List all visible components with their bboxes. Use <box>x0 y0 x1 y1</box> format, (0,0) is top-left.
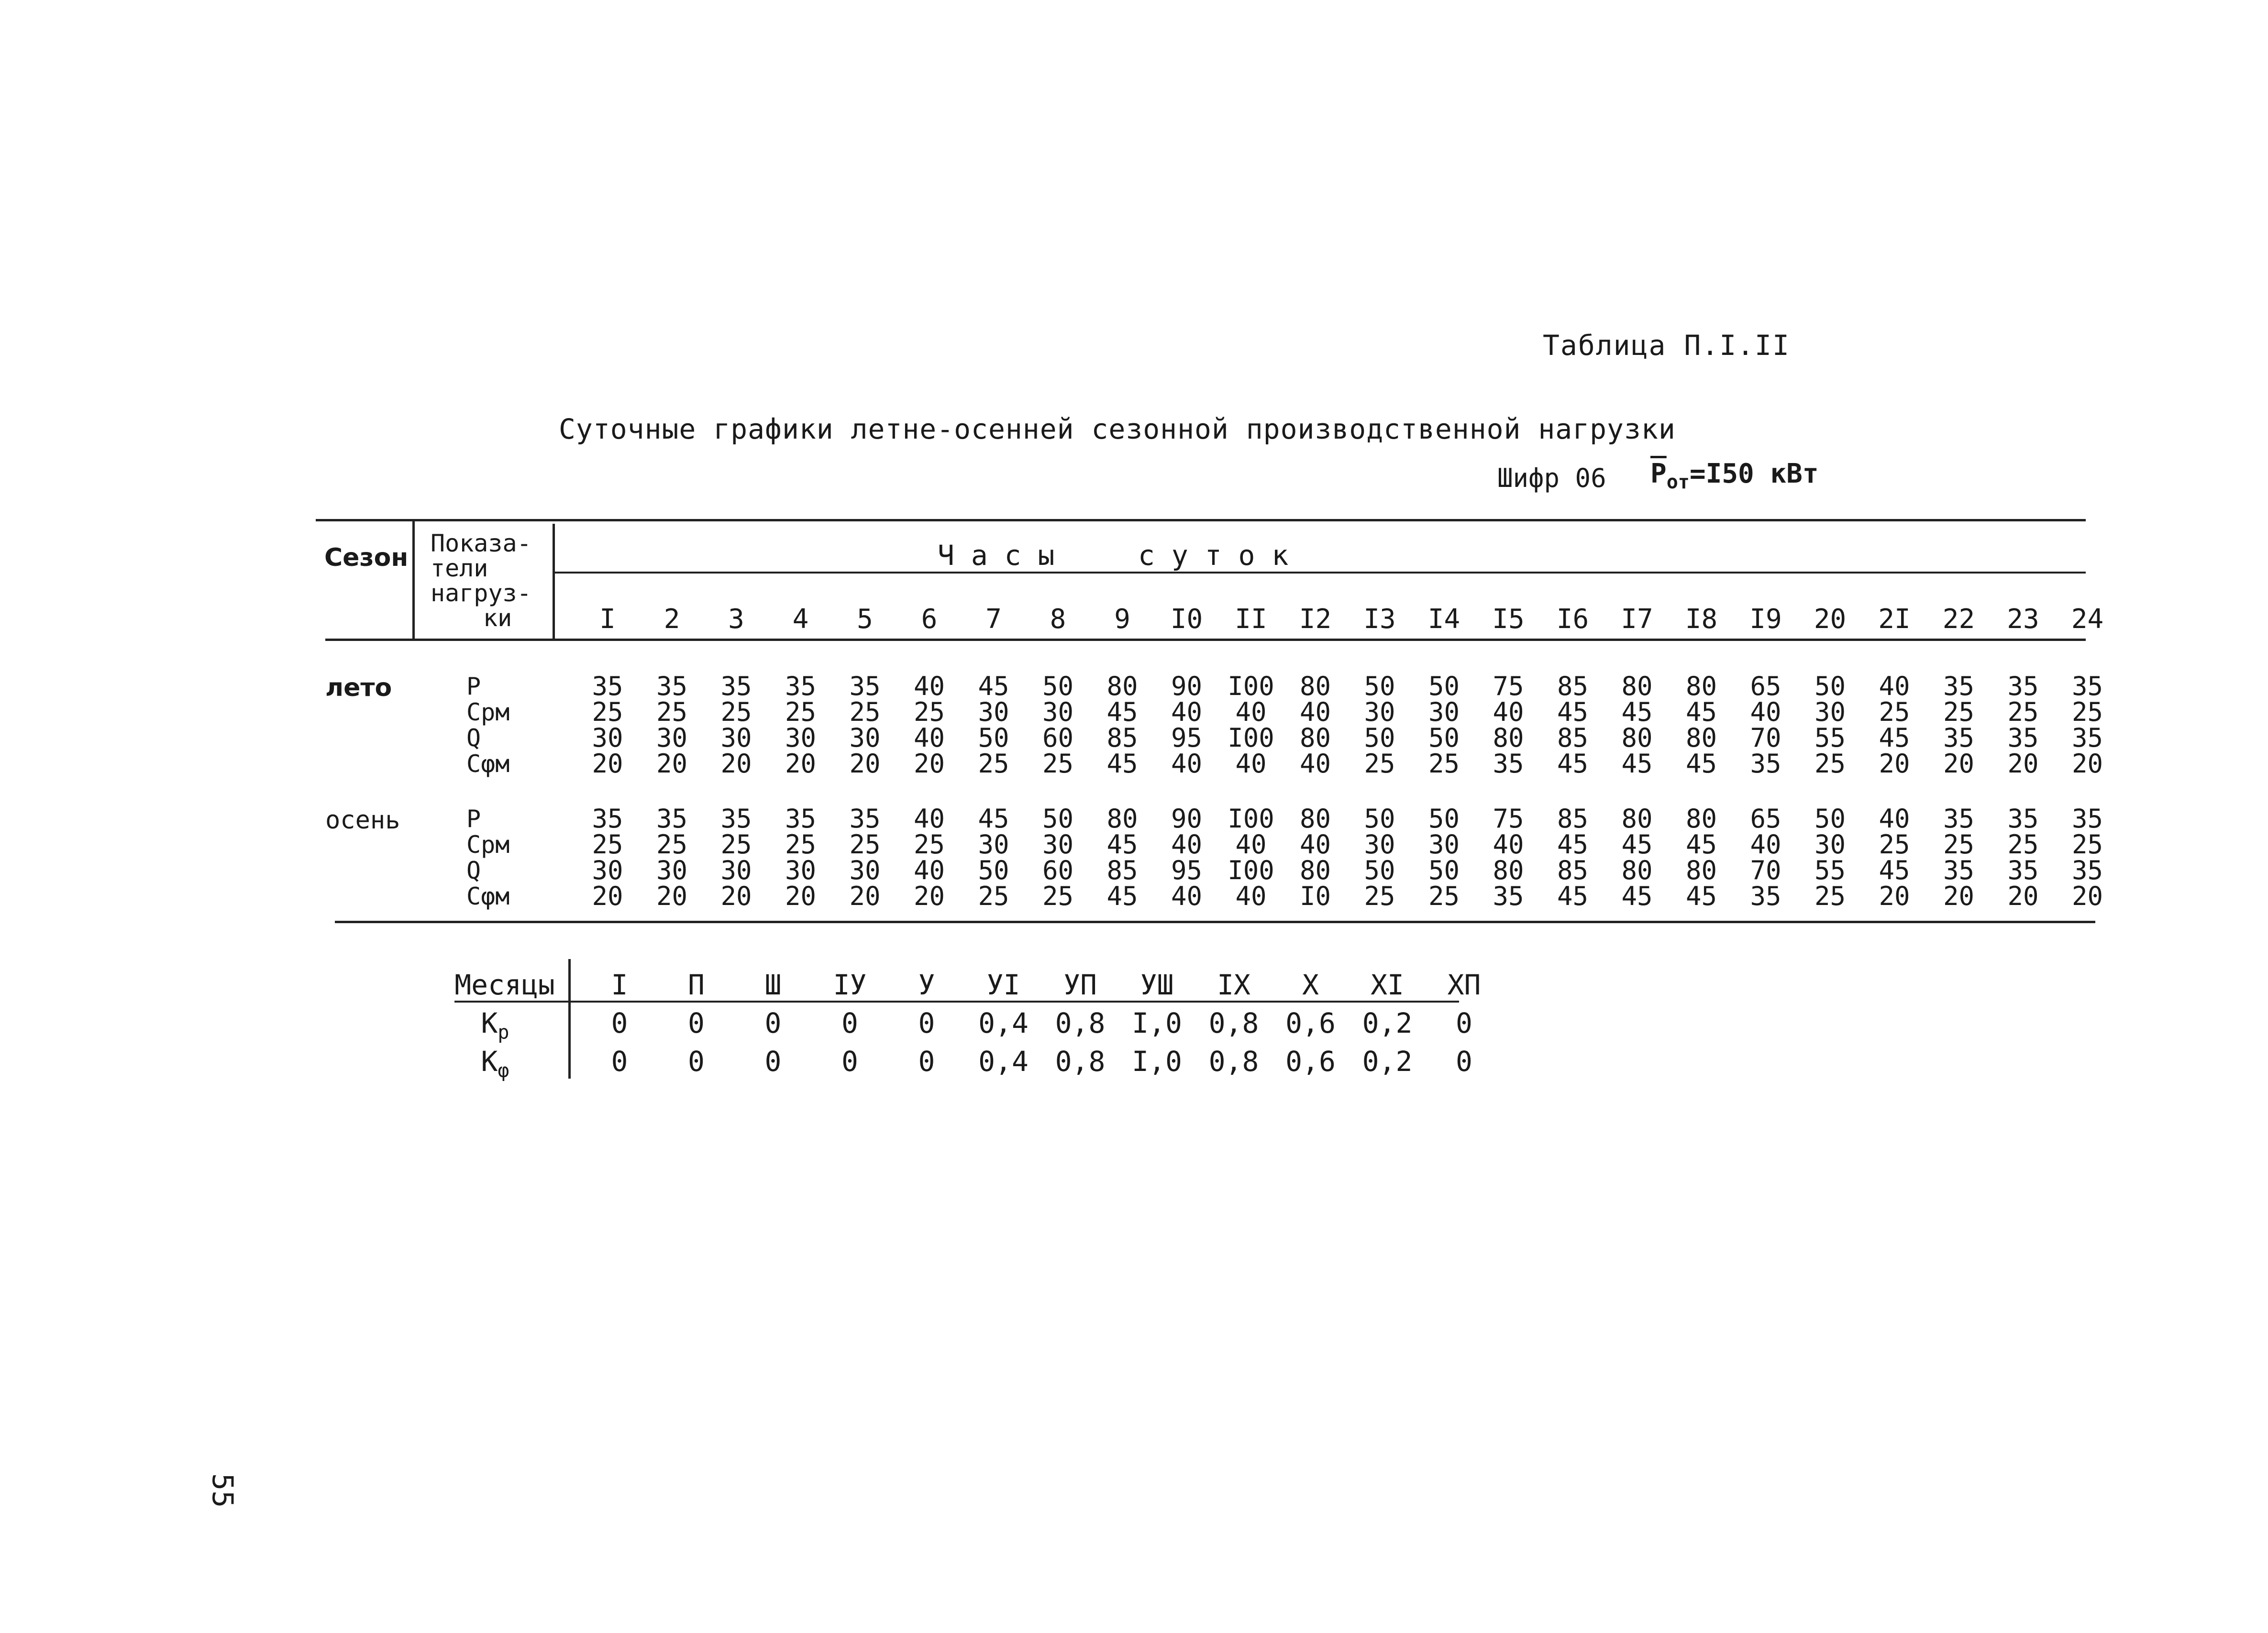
hour-header-cell: I <box>599 604 616 635</box>
table-cell: 30 <box>1428 829 1460 860</box>
table-cell: 50 <box>1042 671 1074 701</box>
power-value: =I50 кВт <box>1689 458 1819 489</box>
table-cell: 20 <box>656 749 688 779</box>
month-header-cell: ХI <box>1371 969 1404 1001</box>
coefficient-value: 0,4 <box>978 1045 1029 1078</box>
table-cell: 35 <box>2071 671 2103 701</box>
table-cell: 40 <box>1235 697 1267 727</box>
table-cell: 45 <box>1106 829 1138 860</box>
table-cell: 45 <box>1685 829 1717 860</box>
table-cell: 80 <box>1685 804 1717 834</box>
table-cell: 80 <box>1106 804 1138 834</box>
table-cell: 50 <box>1042 804 1074 834</box>
rated-power <box>1650 458 1819 493</box>
coefficient-value: 0 <box>918 1007 935 1039</box>
table-cell: 25 <box>2071 829 2103 860</box>
table-cell: 35 <box>2071 804 2103 834</box>
table-cell: 30 <box>978 697 1009 727</box>
table-cell: 35 <box>720 804 752 834</box>
table-cell: 25 <box>2007 697 2039 727</box>
table-cell: 35 <box>2007 804 2039 834</box>
table-cell: I00 <box>1228 855 1274 885</box>
table-cell: 20 <box>1943 749 1975 779</box>
table-cell: 25 <box>1814 749 1846 779</box>
table-cell: 25 <box>1042 881 1074 911</box>
table-cell: 45 <box>1557 749 1589 779</box>
table-cell: 20 <box>720 749 752 779</box>
hour-header-cell: I3 <box>1363 604 1396 635</box>
table-cell: 30 <box>1814 697 1846 727</box>
table-cell: 80 <box>1621 855 1653 885</box>
coefficient-value: 0 <box>918 1045 935 1078</box>
table-cell: 30 <box>849 855 881 885</box>
table-cell: 65 <box>1750 804 1781 834</box>
coefficient-value: 0 <box>688 1007 705 1039</box>
table-cell: 25 <box>1814 881 1846 911</box>
table-cell: 35 <box>1750 881 1781 911</box>
table-cell: 20 <box>592 881 623 911</box>
table-cell: 60 <box>1042 855 1074 885</box>
table-cell: 50 <box>1428 671 1460 701</box>
coefficient-value: 0,6 <box>1285 1045 1336 1078</box>
coefficient-subscript: φ <box>498 1059 509 1082</box>
table-cell: 40 <box>913 723 945 753</box>
table-cell: 80 <box>1685 855 1717 885</box>
month-header-cell: I <box>611 969 628 1001</box>
month-header-cell: Х <box>1302 969 1319 1001</box>
table-cell: 25 <box>720 829 752 860</box>
hour-header-cell: I4 <box>1427 604 1460 635</box>
table-cell: 70 <box>1750 723 1781 753</box>
hours-header-rule <box>555 572 2086 574</box>
table-cell: 40 <box>1235 749 1267 779</box>
table-cell: 20 <box>913 749 945 779</box>
table-cell: 40 <box>1299 829 1331 860</box>
table-cell: 45 <box>1621 829 1653 860</box>
page-number: 55 <box>206 1473 239 1508</box>
table-cell: 25 <box>1428 749 1460 779</box>
indicator-label: Cрм <box>466 831 510 859</box>
indicator-header-line: нагруз- <box>431 579 531 607</box>
table-cell: 35 <box>2007 723 2039 753</box>
table-cell: 25 <box>849 697 881 727</box>
table-cell: 45 <box>1106 881 1138 911</box>
table-cell: 50 <box>1814 804 1846 834</box>
table-cell: 75 <box>1493 804 1524 834</box>
table-cell: 40 <box>1171 697 1203 727</box>
table-cell: 30 <box>785 723 817 753</box>
hour-header-cell: 5 <box>857 604 873 635</box>
table-cell: 35 <box>1943 671 1975 701</box>
table-cell: 25 <box>913 829 945 860</box>
table-cell: 40 <box>913 804 945 834</box>
hour-header-cell: I7 <box>1621 604 1653 635</box>
coefficient-value: 0 <box>1456 1045 1472 1078</box>
hour-header-cell: 9 <box>1114 604 1130 635</box>
table-cell: 20 <box>785 749 817 779</box>
coefficient-value: 0 <box>841 1007 858 1039</box>
table-cell: 85 <box>1106 723 1138 753</box>
indicator-header-line: тели <box>431 554 488 582</box>
coefficient-value: 0,8 <box>1208 1007 1259 1039</box>
table-cell: 80 <box>1685 723 1717 753</box>
table-cell: 45 <box>1685 881 1717 911</box>
table-cell: 25 <box>592 829 623 860</box>
table-cell: 50 <box>1364 855 1395 885</box>
indicator-header <box>431 531 531 630</box>
table-cell: 30 <box>1364 697 1395 727</box>
hour-header-cell: I8 <box>1685 604 1718 635</box>
table-cell: 25 <box>785 829 817 860</box>
table-bottom-rule <box>335 921 2095 923</box>
hour-header-cell: 2 <box>664 604 680 635</box>
coefficient-value: 0,8 <box>1055 1045 1106 1078</box>
hour-header-cell: I0 <box>1170 604 1203 635</box>
month-header-cell: У <box>918 969 935 1001</box>
table-cell: 35 <box>849 804 881 834</box>
table-cell: 45 <box>1106 749 1138 779</box>
table-cell: 35 <box>656 671 688 701</box>
table-cell: 55 <box>1814 855 1846 885</box>
table-cell: 45 <box>978 804 1009 834</box>
table-cell: 40 <box>1171 749 1203 779</box>
table-cell: 30 <box>785 855 817 885</box>
table-cell: 50 <box>1814 671 1846 701</box>
table-cell: 35 <box>2071 855 2103 885</box>
table-cell: 30 <box>592 723 623 753</box>
coefficient-subscript: p <box>498 1021 509 1044</box>
coefficient-value: 0 <box>764 1045 782 1078</box>
table-cell: 25 <box>1364 749 1395 779</box>
table-cell: 50 <box>1428 723 1460 753</box>
table-cell: 50 <box>978 723 1009 753</box>
table-cell: 45 <box>1557 829 1589 860</box>
table-cell: 80 <box>1621 723 1653 753</box>
coefficient-value: I,0 <box>1132 1007 1182 1039</box>
months-header-label: Месяцы <box>454 969 555 1001</box>
table-cell: 95 <box>1171 855 1203 885</box>
table-cell: 20 <box>849 881 881 911</box>
table-cell: 35 <box>1943 723 1975 753</box>
table-cell: 30 <box>656 855 688 885</box>
table-cell: 25 <box>2071 697 2103 727</box>
hour-header-cell: 23 <box>2007 604 2039 635</box>
table-cell: 25 <box>785 697 817 727</box>
hour-header-cell: 3 <box>728 604 744 635</box>
table-cell: 25 <box>978 749 1009 779</box>
hour-header-cell: I5 <box>1492 604 1525 635</box>
table-cell: 50 <box>1428 855 1460 885</box>
table-cell: 25 <box>2007 829 2039 860</box>
table-cell: 30 <box>592 855 623 885</box>
month-header-cell: УI <box>986 969 1020 1001</box>
table-cell: 25 <box>978 881 1009 911</box>
month-header-cell: ХП <box>1447 969 1481 1001</box>
table-header-bottom-rule <box>325 639 2086 641</box>
coefficient-value: 0,2 <box>1362 1045 1413 1078</box>
table-cell: 20 <box>2007 881 2039 911</box>
table-cell: 85 <box>1557 855 1589 885</box>
table-cell: 30 <box>656 723 688 753</box>
coefficient-symbol: K <box>481 1045 498 1078</box>
table-cell: 95 <box>1171 723 1203 753</box>
table-label: Таблица П.I.II <box>1543 329 1790 362</box>
season-header: Сезон <box>324 543 409 572</box>
power-subscript: от <box>1666 471 1690 494</box>
table-cell: 85 <box>1557 671 1589 701</box>
table-cell: 25 <box>1879 829 1910 860</box>
table-cell: 20 <box>1879 749 1910 779</box>
table-cell: 40 <box>1879 804 1910 834</box>
month-header-cell: IХ <box>1217 969 1250 1001</box>
hour-header-cell: 4 <box>792 604 809 635</box>
table-cell: 70 <box>1750 855 1781 885</box>
table-title: Суточные графики летне-осенней сезонной производственной нагрузки <box>559 413 1676 445</box>
table-cell: 20 <box>1879 881 1910 911</box>
table-cell: 80 <box>1299 804 1331 834</box>
hour-header-cell: 22 <box>1942 604 1975 635</box>
coefficient-value: 0 <box>611 1007 628 1039</box>
table-cell: 85 <box>1557 723 1589 753</box>
months-col-divider <box>568 959 571 1079</box>
hours-header: Ч а с ы с у т о к <box>938 539 1289 572</box>
table-cell: 80 <box>1106 671 1138 701</box>
table-cell: 50 <box>1428 804 1460 834</box>
indicator-col-divider <box>553 524 555 639</box>
table-cell: 40 <box>1750 697 1781 727</box>
coefficient-value: 0 <box>841 1045 858 1078</box>
indicator-label: Cрм <box>466 698 510 726</box>
table-cell: 45 <box>1685 697 1717 727</box>
table-cell: 40 <box>1171 829 1203 860</box>
table-cell: 40 <box>1235 829 1267 860</box>
table-cell: 40 <box>1299 749 1331 779</box>
table-cell: 40 <box>1171 881 1203 911</box>
table-cell: 20 <box>592 749 623 779</box>
table-cell: 90 <box>1171 804 1203 834</box>
table-cell: 25 <box>656 697 688 727</box>
month-header-cell: Ш <box>764 969 782 1001</box>
table-cell: 30 <box>720 855 752 885</box>
table-cell: 20 <box>2071 749 2103 779</box>
hour-header-cell: 7 <box>985 604 1002 635</box>
coefficient-symbol: K <box>481 1007 498 1039</box>
table-cell: 35 <box>2007 855 2039 885</box>
table-cell: 40 <box>1493 697 1524 727</box>
indicator-label: Q <box>466 724 481 752</box>
table-cell: 20 <box>913 881 945 911</box>
indicator-label: Cφм <box>466 883 510 910</box>
indicator-header-line: Показа- <box>431 530 531 557</box>
table-cell: 45 <box>1621 697 1653 727</box>
month-header-cell: IУ <box>833 969 867 1001</box>
hour-header-cell: 2I <box>1878 604 1911 635</box>
coefficient-value: 0 <box>1456 1007 1472 1039</box>
table-cell: 35 <box>1493 749 1524 779</box>
table-cell: I00 <box>1228 723 1274 753</box>
table-cell: 40 <box>1235 881 1267 911</box>
coefficient-value: 0,2 <box>1362 1007 1413 1039</box>
table-cell: 20 <box>2007 749 2039 779</box>
table-cell: 45 <box>1557 697 1589 727</box>
table-cell: 40 <box>1493 829 1524 860</box>
hour-header-cell: 20 <box>1814 604 1847 635</box>
table-cell: I00 <box>1228 804 1274 834</box>
table-cell: I00 <box>1228 671 1274 701</box>
table-cell: 25 <box>656 829 688 860</box>
table-cell: 40 <box>913 671 945 701</box>
cipher-code: Шифр 06 <box>1497 463 1606 493</box>
indicator-header-line: ки <box>483 604 512 632</box>
table-cell: 55 <box>1814 723 1846 753</box>
coefficient-label <box>466 1045 524 1082</box>
table-cell: 35 <box>720 671 752 701</box>
season-name: лето <box>325 673 392 702</box>
indicator-label: Cφм <box>466 750 510 778</box>
table-cell: 30 <box>1042 829 1074 860</box>
table-cell: 45 <box>1621 749 1653 779</box>
table-cell: 45 <box>1879 855 1910 885</box>
table-cell: 60 <box>1042 723 1074 753</box>
table-cell: 20 <box>656 881 688 911</box>
table-cell: 80 <box>1299 855 1331 885</box>
table-cell: 35 <box>1750 749 1781 779</box>
coefficient-label <box>466 1007 524 1044</box>
table-cell: 80 <box>1685 671 1717 701</box>
table-cell: 35 <box>2007 671 2039 701</box>
indicator-label: P <box>466 805 481 833</box>
table-cell: 50 <box>1364 723 1395 753</box>
coefficient-value: 0 <box>688 1045 705 1078</box>
month-header-cell: УП <box>1063 969 1097 1001</box>
table-cell: 50 <box>978 855 1009 885</box>
table-cell: 25 <box>592 697 623 727</box>
table-cell: 80 <box>1493 855 1524 885</box>
table-cell: 25 <box>1879 697 1910 727</box>
coefficient-value: 0 <box>764 1007 782 1039</box>
table-cell: 45 <box>1106 697 1138 727</box>
table-cell: 80 <box>1621 804 1653 834</box>
table-cell: 40 <box>913 855 945 885</box>
table-cell: 20 <box>849 749 881 779</box>
hour-header-cell: 24 <box>2071 604 2104 635</box>
table-cell: 30 <box>720 723 752 753</box>
table-cell: 80 <box>1299 723 1331 753</box>
table-cell: 80 <box>1621 671 1653 701</box>
table-cell: 30 <box>1364 829 1395 860</box>
table-cell: 20 <box>1943 881 1975 911</box>
indicator-label: Q <box>466 857 481 884</box>
table-cell: 35 <box>2071 723 2103 753</box>
table-cell: 30 <box>849 723 881 753</box>
hour-header-cell: 8 <box>1050 604 1066 635</box>
table-cell: 90 <box>1171 671 1203 701</box>
hour-header-cell: II <box>1235 604 1267 635</box>
table-cell: 35 <box>849 671 881 701</box>
table-cell: 20 <box>720 881 752 911</box>
table-cell: 40 <box>1750 829 1781 860</box>
hour-header-cell: 6 <box>921 604 938 635</box>
table-cell: 40 <box>1879 671 1910 701</box>
table-cell: 25 <box>849 829 881 860</box>
table-cell: 85 <box>1557 804 1589 834</box>
season-name: осень <box>325 806 400 835</box>
table-cell: 25 <box>1042 749 1074 779</box>
table-cell: 45 <box>1557 881 1589 911</box>
table-cell: 35 <box>1943 855 1975 885</box>
month-header-cell: УШ <box>1140 969 1174 1001</box>
table-cell: 25 <box>1943 697 1975 727</box>
table-cell: 35 <box>785 804 817 834</box>
power-symbol: $\overline{P}$ <box>1650 458 1667 489</box>
table-cell: 35 <box>1493 881 1524 911</box>
table-cell: 20 <box>785 881 817 911</box>
table-cell: 45 <box>978 671 1009 701</box>
season-col-divider <box>412 519 415 639</box>
table-cell: 50 <box>1364 804 1395 834</box>
coefficient-value: 0,4 <box>978 1007 1029 1039</box>
table-cell: 80 <box>1299 671 1331 701</box>
table-cell: 25 <box>1428 881 1460 911</box>
table-cell: 35 <box>592 804 623 834</box>
coefficient-value: 0,6 <box>1285 1007 1336 1039</box>
table-cell: 30 <box>1042 697 1074 727</box>
hour-header-cell: I9 <box>1749 604 1782 635</box>
coefficient-value: 0 <box>611 1045 628 1078</box>
table-cell: 45 <box>1685 749 1717 779</box>
table-cell: 25 <box>1364 881 1395 911</box>
indicator-label: P <box>466 673 481 700</box>
table-cell: 30 <box>1814 829 1846 860</box>
table-cell: 65 <box>1750 671 1781 701</box>
table-cell: 35 <box>785 671 817 701</box>
table-cell: 45 <box>1879 723 1910 753</box>
table-cell: 35 <box>656 804 688 834</box>
table-cell: 35 <box>1943 804 1975 834</box>
table-top-rule <box>316 519 2086 521</box>
table-cell: 50 <box>1364 671 1395 701</box>
hour-header-cell: I2 <box>1299 604 1332 635</box>
table-cell: 20 <box>2071 881 2103 911</box>
hour-header-cell: I6 <box>1556 604 1589 635</box>
table-cell: 25 <box>1943 829 1975 860</box>
table-cell: 40 <box>1299 697 1331 727</box>
table-cell: 35 <box>592 671 623 701</box>
coefficient-value: 0,8 <box>1208 1045 1259 1078</box>
table-cell: 80 <box>1493 723 1524 753</box>
table-cell: 85 <box>1106 855 1138 885</box>
table-cell: 25 <box>720 697 752 727</box>
table-cell: 30 <box>1428 697 1460 727</box>
table-cell: 75 <box>1493 671 1524 701</box>
coefficient-value: 0,8 <box>1055 1007 1106 1039</box>
table-cell: 45 <box>1621 881 1653 911</box>
table-cell: 30 <box>978 829 1009 860</box>
coefficient-value: I,0 <box>1132 1045 1182 1078</box>
table-cell: I0 <box>1299 881 1331 911</box>
month-header-cell: П <box>688 969 705 1001</box>
table-cell: 25 <box>913 697 945 727</box>
